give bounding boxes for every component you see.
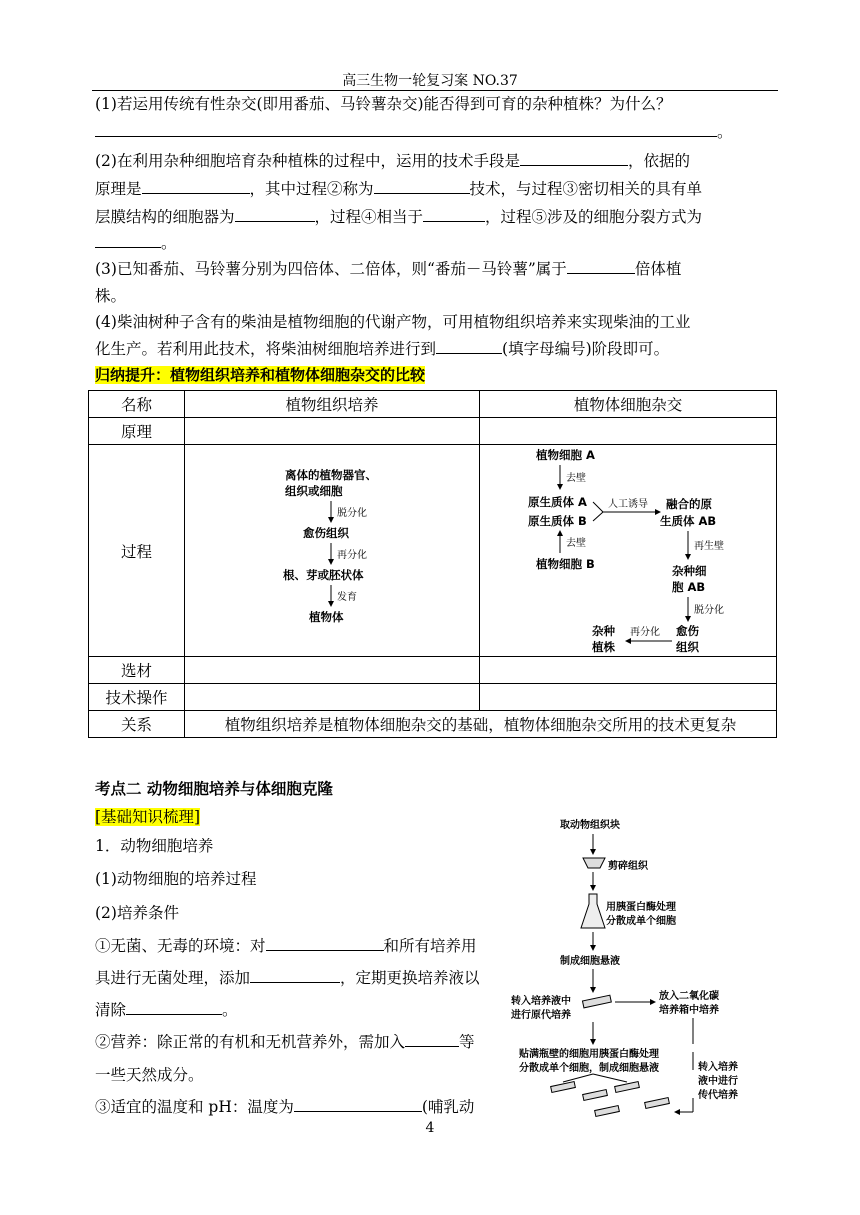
node-cell-b: 植物细胞 B bbox=[536, 557, 595, 571]
step-subculture-1: 转入培养 bbox=[698, 1062, 738, 1073]
node-fused-2: 生质体 AB bbox=[660, 514, 717, 528]
question-3-line-2: 株。 bbox=[95, 287, 127, 305]
relation-cell: 植物组织培养是植物体细胞杂交的基础，植物体细胞杂交所用的技术更复杂 bbox=[185, 711, 777, 738]
flask-icon bbox=[615, 1082, 640, 1093]
bracket bbox=[593, 512, 603, 521]
section-2-title: 考点二 动物细胞培养与体细胞克隆 bbox=[95, 780, 333, 798]
animal-cell-culture-diagram bbox=[505, 812, 775, 1122]
question-1-answer: 。 bbox=[95, 118, 733, 146]
answer-cell[interactable] bbox=[185, 684, 480, 711]
node-callus: 愈伤组织 bbox=[303, 526, 349, 540]
node-hybrid-plant-2: 植株 bbox=[592, 640, 615, 654]
node-fused-1: 融合的原 bbox=[666, 497, 712, 511]
node-plant: 植物体 bbox=[309, 610, 344, 624]
flask-icon bbox=[595, 1106, 620, 1117]
condition-1-line-2: 具进行无菌处理，添加 ，定期更换培养液以 bbox=[95, 964, 480, 992]
blank[interactable] bbox=[405, 1028, 459, 1047]
answer-cell[interactable] bbox=[185, 418, 480, 445]
step-suspension: 制成细胞悬液 bbox=[560, 956, 620, 967]
node-protoplast-b: 原生质体 B bbox=[528, 514, 587, 528]
header-cell: 名称 bbox=[89, 391, 185, 418]
hybridization-diagram-cell bbox=[480, 445, 777, 657]
label-remove-wall: 去壁 bbox=[566, 473, 586, 484]
node-explant-1: 离体的植物器官、 bbox=[285, 468, 377, 482]
node-callus-1: 愈伤 bbox=[676, 624, 699, 638]
question-2-line-2: 原理是 ，其中过程②称为 技术，与过程③密切相关的具有单 bbox=[95, 175, 702, 203]
flask-icon bbox=[582, 995, 611, 1008]
topic-1-1: (1)动物细胞的培养过程 bbox=[95, 870, 257, 888]
node-hybrid-plant-1: 杂种 bbox=[592, 624, 615, 638]
bracket bbox=[593, 502, 603, 512]
blank[interactable] bbox=[250, 964, 340, 983]
summary-title: 归纳提升：植物组织培养和植物体细胞杂交的比较 bbox=[95, 366, 426, 384]
condition-1-line-1: ①无菌、无毒的环境：对 和所有培养用 bbox=[95, 932, 477, 960]
table-row bbox=[89, 445, 777, 657]
node-hybrid-cell-2: 胞 AB bbox=[672, 580, 706, 594]
row-label: 过程 bbox=[89, 445, 185, 657]
header-cell: 植物组织培养 bbox=[185, 391, 480, 418]
condition-3-line-1: ③适宜的温度和 pH：温度为 (哺乳动 bbox=[95, 1093, 474, 1121]
table-row bbox=[89, 657, 777, 684]
step-co2-1: 放入二氧化碳 bbox=[659, 991, 719, 1002]
question-1: (1)若运用传统有性杂交(即用番茄、马铃薯杂交)能否得到可育的杂种植株？为什么？ bbox=[95, 95, 672, 113]
tissue-culture-diagram-cell bbox=[185, 445, 480, 657]
answer-cell[interactable] bbox=[480, 684, 777, 711]
step-confluent-1: 贴满瓶壁的细胞用胰蛋白酶处理 bbox=[519, 1049, 659, 1060]
page-number: 4 bbox=[425, 1120, 435, 1136]
tissue-culture-diagram bbox=[185, 445, 480, 657]
row-label: 关系 bbox=[89, 711, 185, 738]
header-cell: 植物体细胞杂交 bbox=[480, 391, 777, 418]
question-2-line-4: 。 bbox=[95, 229, 177, 257]
step-co2-2: 培养箱中培养 bbox=[659, 1005, 719, 1016]
blank[interactable] bbox=[266, 932, 384, 951]
blank[interactable] bbox=[126, 996, 222, 1015]
connector bbox=[563, 1074, 593, 1082]
connector bbox=[593, 1074, 627, 1082]
answer-cell[interactable] bbox=[480, 657, 777, 684]
node-cell-a: 植物细胞 A bbox=[536, 448, 595, 462]
answer-cell[interactable] bbox=[480, 418, 777, 445]
hybridization-diagram bbox=[480, 445, 777, 657]
step-take-tissue: 取动物组织块 bbox=[560, 820, 620, 831]
node-hybrid-cell-1: 杂种细 bbox=[672, 564, 707, 578]
blank[interactable] bbox=[95, 118, 717, 137]
question-4-line-2: 化生产。若利用此技术，将柴油树细胞培养进行到 (填字母编号)阶段即可。 bbox=[95, 335, 669, 363]
topic-1-2: (2)培养条件 bbox=[95, 904, 179, 922]
blank[interactable] bbox=[95, 229, 161, 248]
table-row bbox=[89, 418, 777, 445]
question-3-line-1: (3)已知番茄、马铃薯分别为四倍体、二倍体，则“番茄－马铃薯”属于 倍体植 bbox=[95, 255, 681, 283]
flask-icon bbox=[551, 1082, 576, 1093]
step-primary-1: 转入培养液中 bbox=[511, 996, 571, 1007]
condition-2-line-2: 一些天然成分。 bbox=[95, 1066, 204, 1084]
label-regenerate-wall: 再生壁 bbox=[694, 541, 724, 552]
answer-cell[interactable] bbox=[185, 657, 480, 684]
blank[interactable] bbox=[294, 1093, 422, 1112]
node-protoplast-a: 原生质体 A bbox=[528, 495, 587, 509]
label-redifferentiation: 再分化 bbox=[337, 550, 367, 561]
table-row bbox=[89, 711, 777, 738]
page-header: 高三生物一轮复习案 NO.37 bbox=[342, 73, 518, 89]
question-4-line-1: (4)柴油树种子含有的柴油是植物细胞的代谢产物，可用植物组织培养来实现柴油的工业 bbox=[95, 313, 691, 331]
topic-1: 1．动物细胞培养 bbox=[95, 837, 214, 855]
flask-icon bbox=[583, 1090, 608, 1101]
question-2-line-3: 层膜结构的细胞器为 ，过程④相当于 ，过程⑤涉及的细胞分裂方式为 bbox=[95, 203, 702, 231]
row-label: 选材 bbox=[89, 657, 185, 684]
blank[interactable] bbox=[374, 175, 470, 194]
label-dedifferentiation: 脱分化 bbox=[337, 508, 367, 519]
label-artificial-induction: 人工诱导 bbox=[608, 499, 648, 510]
table-row bbox=[89, 684, 777, 711]
step-subculture-3: 传代培养 bbox=[698, 1090, 738, 1101]
condition-2-line-1: ②营养：除正常的有机和无机营养外，需加入 等 bbox=[95, 1028, 475, 1056]
blank[interactable] bbox=[520, 147, 628, 166]
row-label: 原理 bbox=[89, 418, 185, 445]
step-confluent-2: 分散成单个细胞，制成细胞悬液 bbox=[519, 1063, 659, 1074]
label-redifferentiation: 再分化 bbox=[630, 627, 660, 638]
question-2-line-1: (2)在利用杂种细胞培育杂种植株的过程中，运用的技术手段是 ，依据的 bbox=[95, 147, 690, 175]
blank[interactable] bbox=[436, 335, 502, 354]
blank[interactable] bbox=[235, 203, 315, 222]
node-explant-2: 组织或细胞 bbox=[285, 484, 343, 498]
step-primary-2: 进行原代培养 bbox=[511, 1010, 571, 1021]
label-dedifferentiation: 脱分化 bbox=[694, 605, 724, 616]
step-trypsin-1: 用胰蛋白酶处理 bbox=[606, 902, 676, 913]
blank[interactable] bbox=[567, 255, 635, 274]
flask-icon bbox=[581, 894, 605, 928]
basics-label: [基础知识梳理] bbox=[95, 808, 201, 826]
step-mince: 剪碎组织 bbox=[608, 861, 648, 872]
blank[interactable] bbox=[423, 203, 485, 222]
dish-icon bbox=[583, 858, 605, 868]
flask-icon bbox=[645, 1098, 670, 1109]
step-trypsin-2: 分散成单个细胞 bbox=[606, 916, 676, 927]
table-header-row bbox=[89, 391, 777, 418]
row-label: 技术操作 bbox=[89, 684, 185, 711]
condition-1-line-3: 清除 。 bbox=[95, 996, 238, 1024]
label-remove-wall-2: 去壁 bbox=[566, 538, 586, 549]
blank[interactable] bbox=[142, 175, 250, 194]
step-subculture-2: 液中进行 bbox=[698, 1076, 738, 1087]
node-callus-2: 组织 bbox=[676, 640, 699, 654]
node-roots-buds: 根、芽或胚状体 bbox=[283, 568, 364, 582]
label-development: 发育 bbox=[337, 592, 357, 603]
comparison-table bbox=[88, 390, 777, 738]
